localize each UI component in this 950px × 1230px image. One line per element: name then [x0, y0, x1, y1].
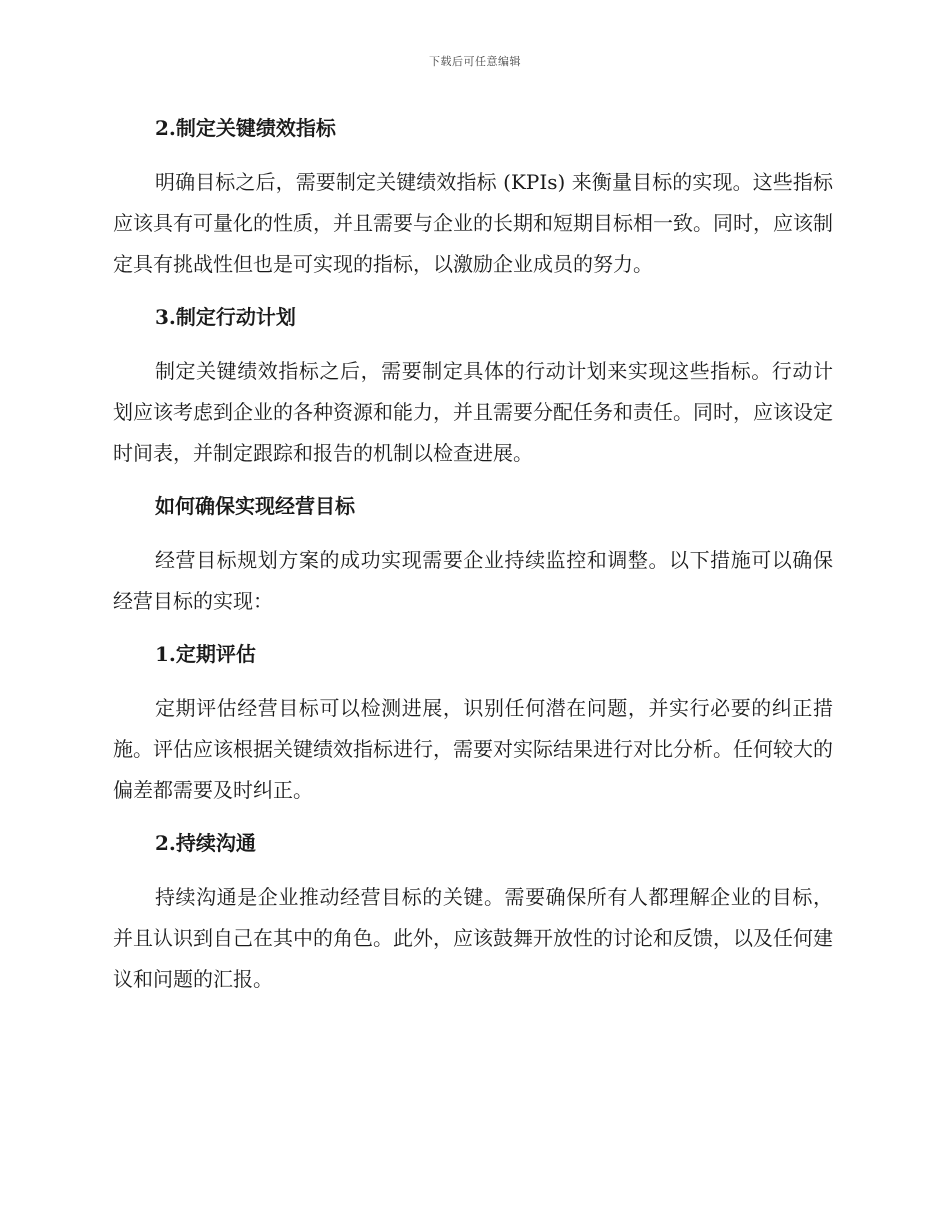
section-paragraph-kpi: 明确目标之后，需要制定关键绩效指标 (KPIs) 来衡量目标的实现。这些指标应该具有可量化的性质，并且需要与企业的长期和短期目标相一致。同时，应该制定具有挑战性但也是可实现的指标，以激励企业成员的努力。 — [113, 170, 833, 276]
section-heading-kpi: 2.制定关键绩效指标 — [155, 116, 336, 140]
section-paragraph-ensure-goals: 经营目标规划方案的成功实现需要企业持续监控和调整。以下措施可以确保经营目标的实现： — [113, 548, 833, 613]
document-body — [113, 108, 833, 1012]
section-heading-action-plan: 3.制定行动计划 — [155, 305, 296, 329]
section-paragraph-action-plan: 制定关键绩效指标之后，需要制定具体的行动计划来实现这些指标。行动计划应该考虑到企业的各种资源和能力，并且需要分配任务和责任。同时，应该设定时间表，并制定跟踪和报告的机制以检查进展。 — [113, 359, 833, 465]
section-heading-ensure-goals: 如何确保实现经营目标 — [155, 494, 355, 518]
page-header: 下载后可任意编辑 — [429, 55, 521, 68]
section-heading-regular-review: 1.定期评估 — [155, 642, 256, 666]
section-paragraph-regular-review: 定期评估经营目标可以检测进展，识别任何潜在问题，并实行必要的纠正措施。评估应该根据关键绩效指标进行，需要对实际结果进行对比分析。任何较大的偏差都需要及时纠正。 — [113, 696, 833, 802]
section-paragraph-communication: 持续沟通是企业推动经营目标的关键。需要确保所有人都理解企业的目标，并且认识到自己在其中的角色。此外，应该鼓舞开放性的讨论和反馈，以及任何建议和问题的汇报。 — [113, 885, 833, 991]
section-heading-communication: 2.持续沟通 — [155, 831, 256, 855]
